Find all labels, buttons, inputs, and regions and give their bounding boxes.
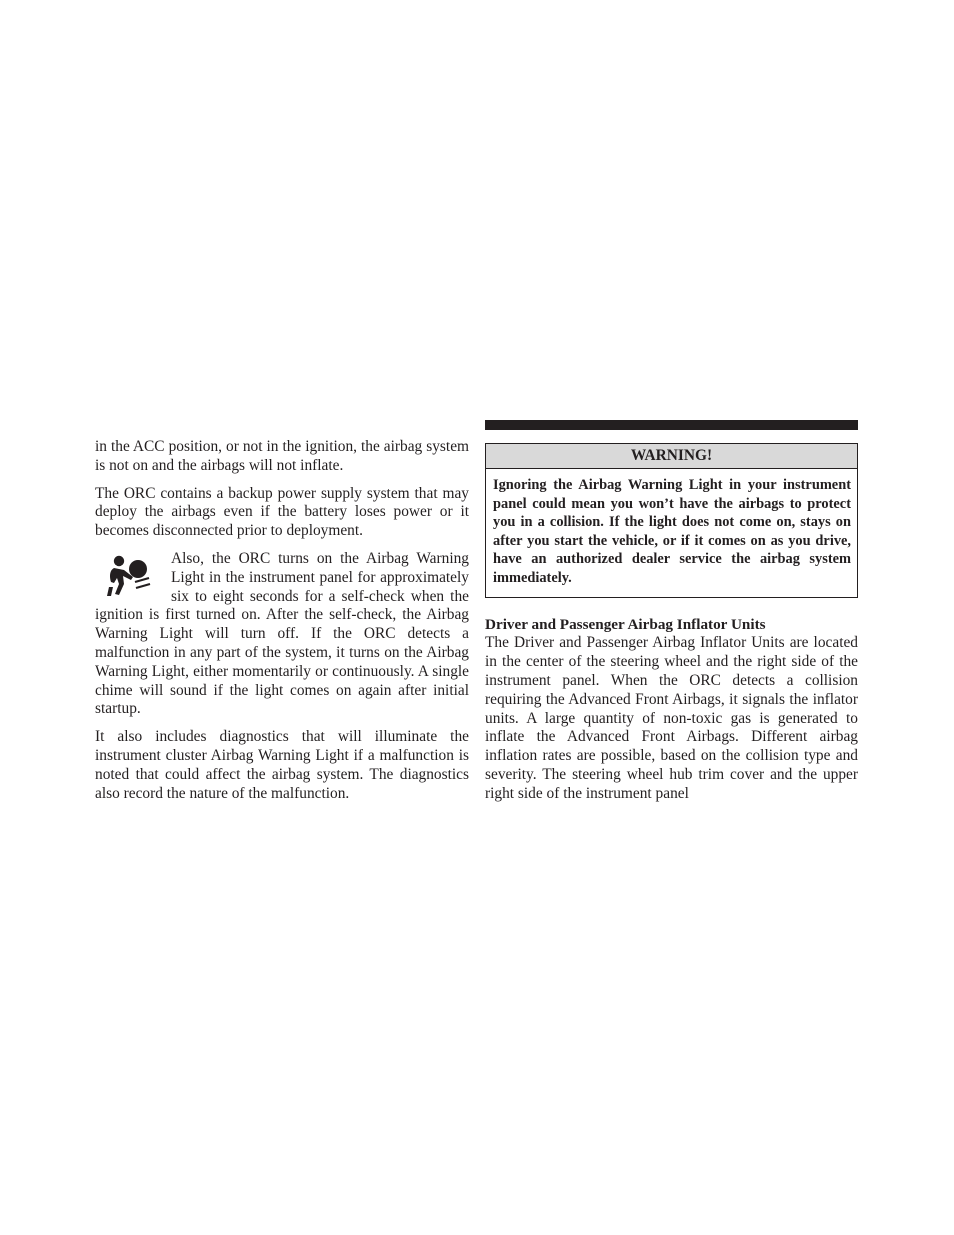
airbag-warning-light-icon [105,554,155,598]
body-paragraph: It also includes diagnostics that will illuminate the instrument cluster Airbag Warning Light if a malfunction is noted that could affect the airbag system. The diagnostics also record the nature of the malfunction. [95,728,469,802]
body-paragraph: in the ACC position, or not in the ignition, the airbag system is not on and the airbags will not inflate. [95,438,469,474]
icon-paragraph [95,550,469,719]
body-paragraph: The ORC contains a backup power supply system that may deploy the airbags even if the battery loses power or it becomes disconnected prior to deployment. [95,484,469,540]
section-divider-bar [485,420,858,430]
warning-text: Ignoring the Airbag Warning Light in your instrument panel could mean you won’t have the airbags to protect you in a collision. If the light does not come on, stays on after you start the vehicle, or if it comes on as you drive, have an authorized dealer service the airbag system immediately. [493,477,851,586]
body-paragraph: Also, the ORC turns on the Airbag Warning Light in the instrument panel for approximately six to eight seconds for a self-check when the ignition is first turned on. After the self-check, the Airbag Warning Light will turn off. If the ORC detects a malfunction in any part of the system, it turns on the Airbag Warning Light, either momentarily or continuously. A single chime will sound if the light comes on again after initial startup. [95,549,469,718]
section-subheading: Driver and Passenger Airbag Inflator Units [485,615,766,633]
body-paragraph: The Driver and Passenger Airbag Inflator Units are located in the center of the steering wheel and the right side of the instrument panel. When the ORC detects a collision requiring the Advanced Front Airbags, it signals the inflator units. A large quantity of non-toxic gas is generated to inflate the Advanced Front Airbags. Different airbag inflation rates are possible, based on the collision type and severity. The steering wheel hub trim cover and the upper right side of the instrument panel [485,634,858,802]
warning-title: WARNING! [486,444,857,469]
right-column [485,420,858,804]
left-column [95,438,469,803]
warning-box [485,443,858,598]
